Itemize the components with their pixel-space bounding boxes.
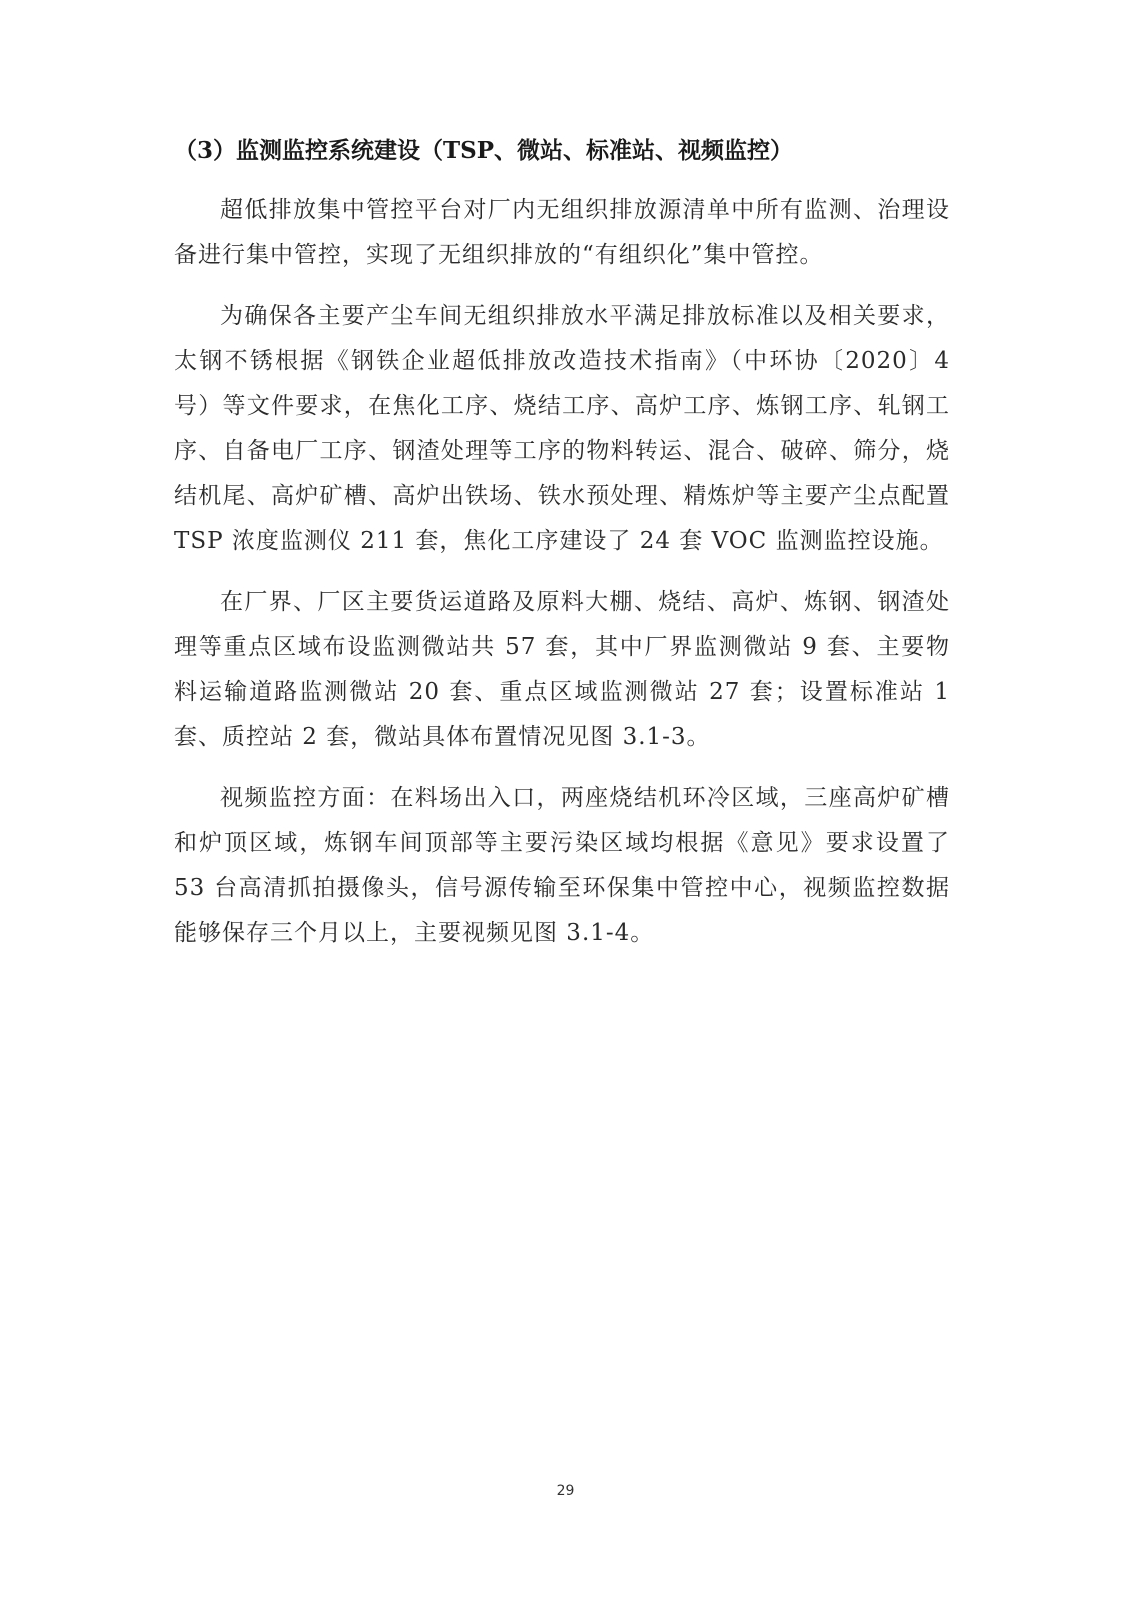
section-heading: （3）监测监控系统建设（TSP、微站、标准站、视频监控） bbox=[174, 137, 794, 164]
page-number: 29 bbox=[556, 1483, 575, 1499]
paragraph-tsp-monitoring: 为确保各主要产尘车间无组织排放水平满足排放标准以及相关要求，太钢不锈根据《钢铁企业超低排放改造技术指南》（中环协〔2020〕4 号）等文件要求，在焦化工序、烧结工序、高炉工序、炼钢工序、轧钢工序、自备电厂工序、钢渣处理等工序的物料转运、混合、破碎、筛分，烧结机尾、高炉矿槽、高炉出铁场、铁水预处理、精炼炉等主要产尘点配置 TSP 浓度监测仪 211 套，焦化工序建设了 24 套 VOC 监测监控设施。 bbox=[174, 303, 950, 554]
paragraph-platform-control: 超低排放集中管控平台对厂内无组织排放源清单中所有监测、治理设备进行集中管控，实现了无组织排放的“有组织化”集中管控。 bbox=[174, 197, 950, 268]
paragraph-micro-stations: 在厂界、厂区主要货运道路及原料大棚、烧结、高炉、炼钢、钢渣处理等重点区域布设监测微站共 57 套，其中厂界监测微站 9 套、主要物料运输道路监测微站 20 套、重点区域监测微站 27 套；设置标准站 1 套、质控站 2 套，微站具体布置情况见图 3.1-3。 bbox=[174, 589, 950, 750]
page-body bbox=[174, 132, 950, 972]
paragraph-video-monitoring: 视频监控方面：在料场出入口，两座烧结机环冷区域，三座高炉矿槽和炉顶区域，炼钢车间顶部等主要污染区域均根据《意见》要求设置了 53 台高清抓拍摄像头，信号源传输至环保集中管控中心，视频监控数据能够保存三个月以上，主要视频见图 3.1-4。 bbox=[174, 785, 950, 946]
